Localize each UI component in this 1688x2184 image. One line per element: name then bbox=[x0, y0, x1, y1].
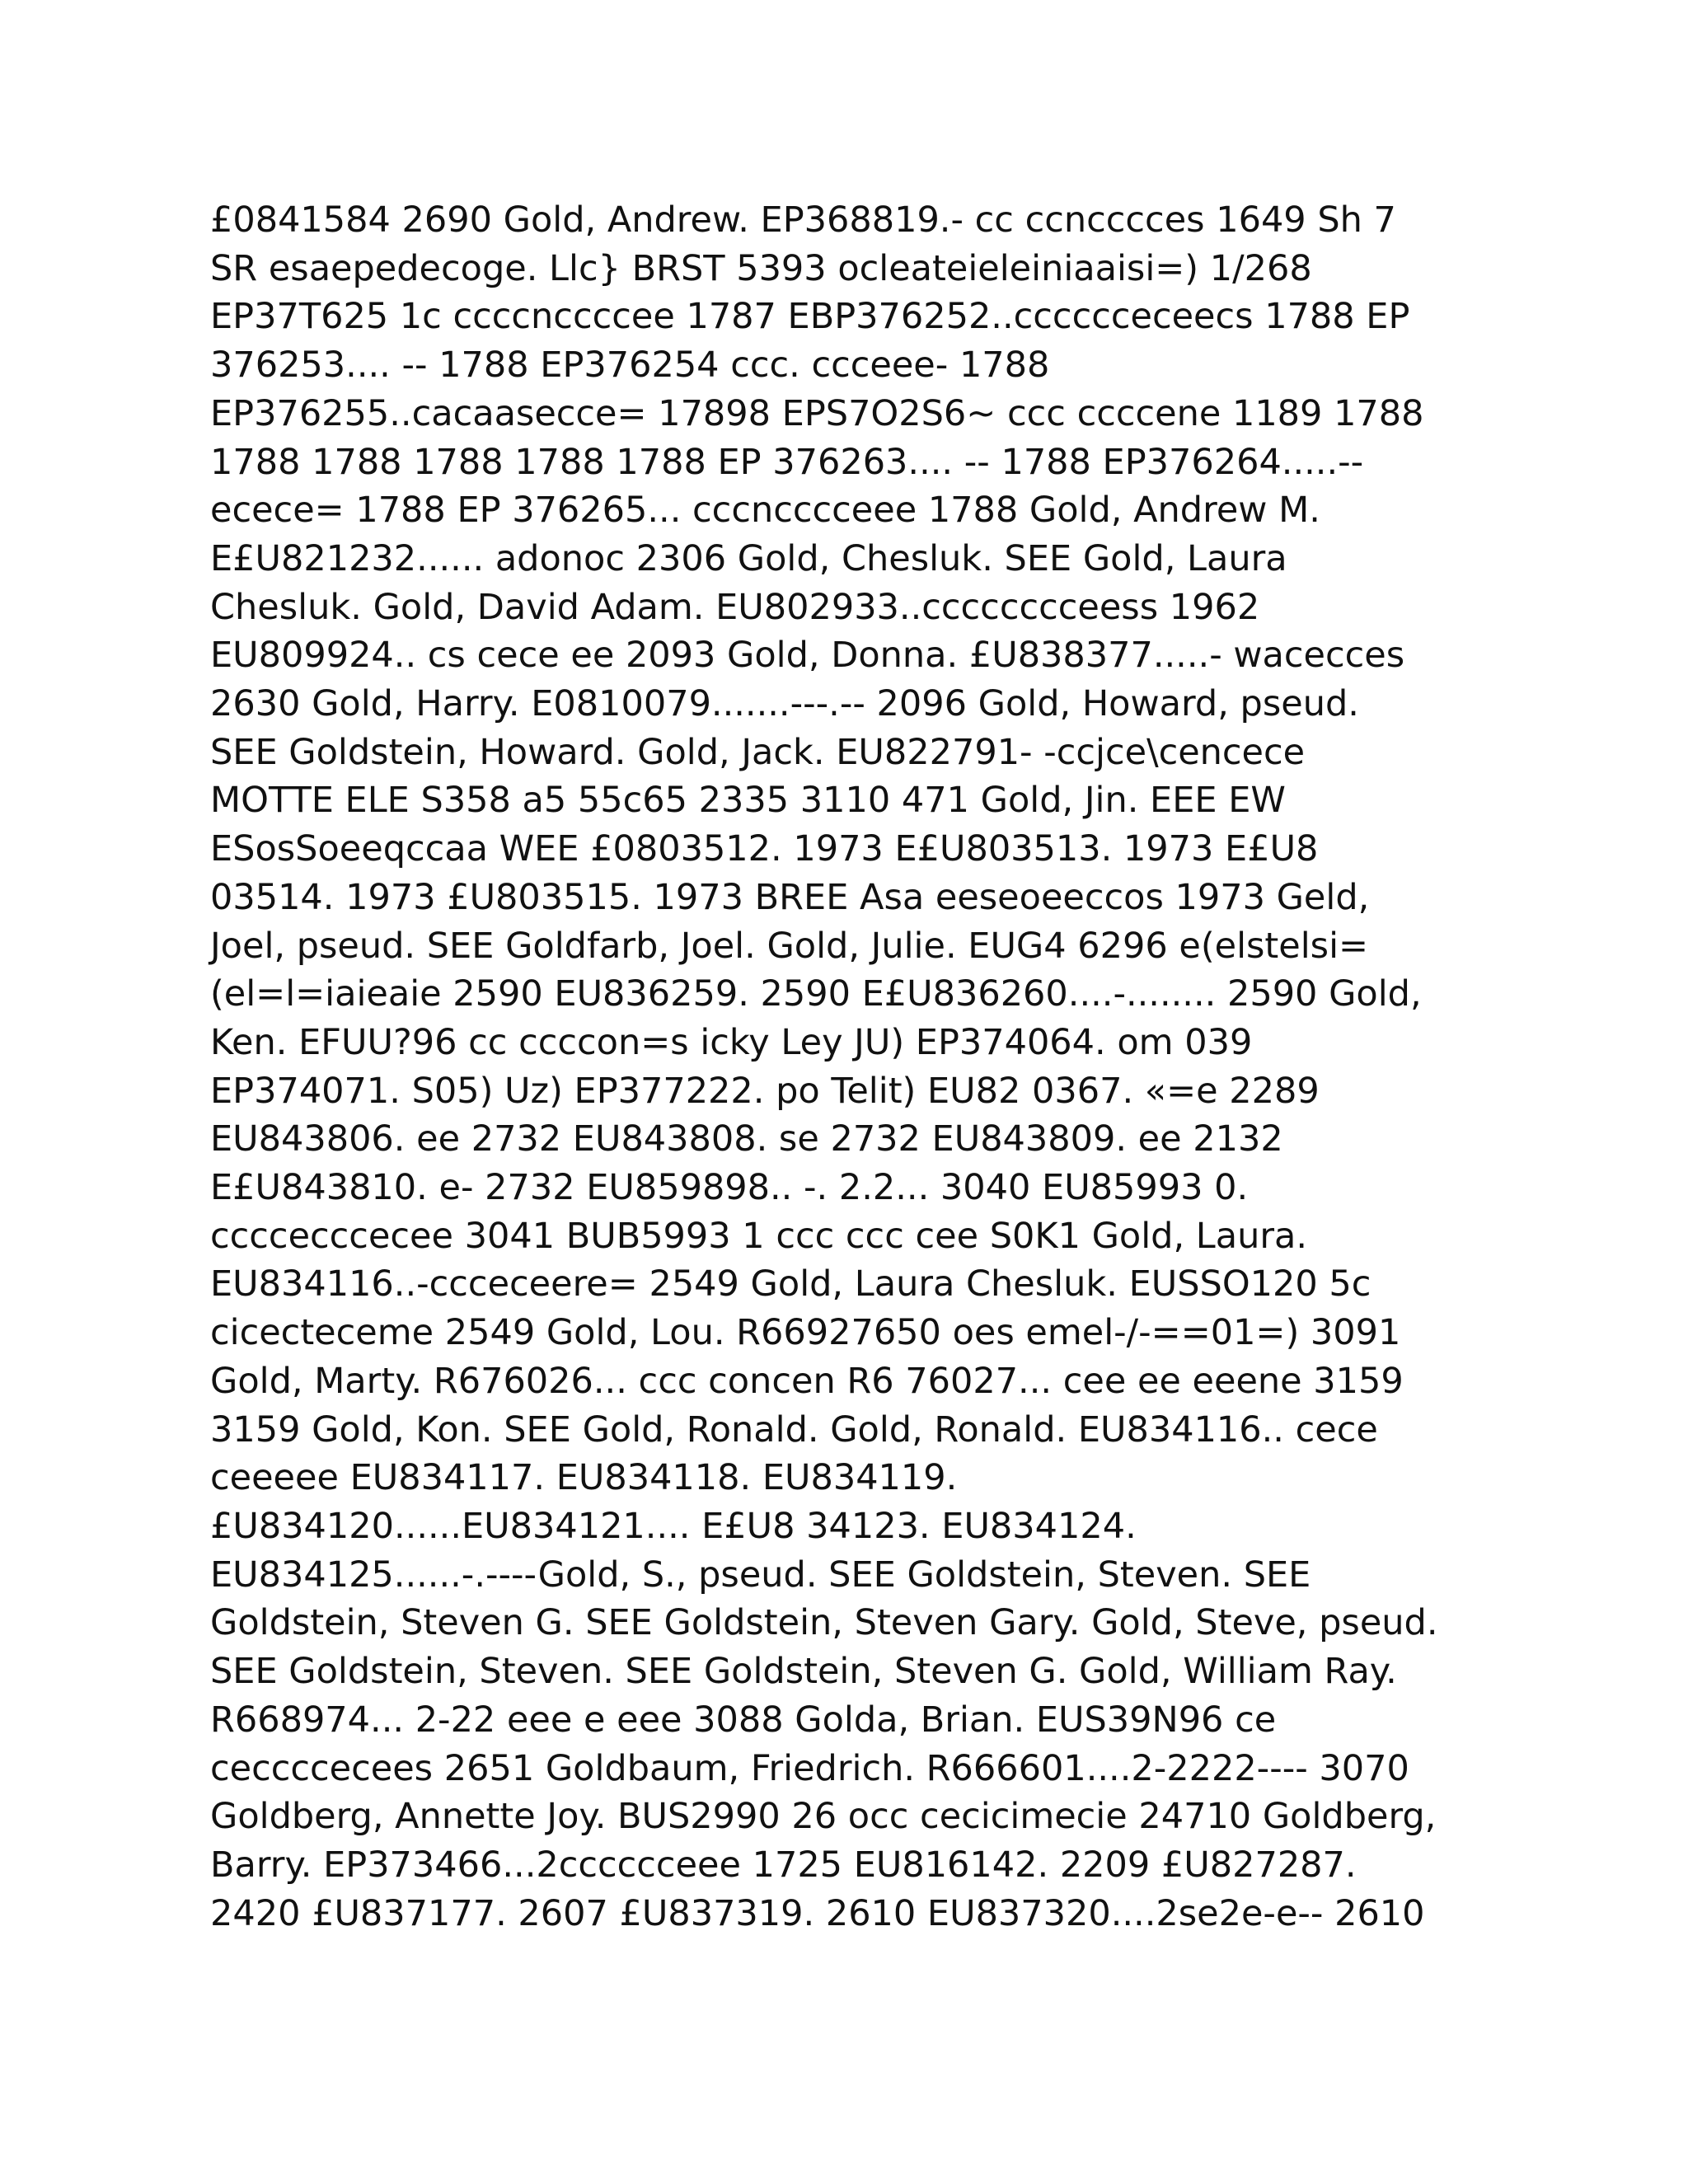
text-line: £U834120......EU834121.... E£U8 34123. EU834124. bbox=[210, 1505, 1137, 1547]
text-line: Gold, Marty. R676026... ccc concen R6 76027... cee ee eeene 3159 bbox=[210, 1360, 1404, 1402]
text-line: 1788 1788 1788 1788 1788 EP 376263.... -- 1788 EP376264.....-- bbox=[210, 441, 1364, 483]
text-line: SEE Goldstein, Steven. SEE Goldstein, Steven G. Gold, William Ray. bbox=[210, 1651, 1397, 1693]
text-line: 2420 £U837177. 2607 £U837319. 2610 EU837320....2se2e-e-- 2610 bbox=[210, 1892, 1425, 1934]
catalog-text-block bbox=[210, 196, 1496, 1938]
text-line: 3159 Gold, Kon. SEE Gold, Ronald. Gold, Ronald. EU834116.. cece bbox=[210, 1408, 1378, 1451]
text-line: EU843806. ee 2732 EU843808. se 2732 EU843809. ee 2132 bbox=[210, 1118, 1283, 1160]
text-line: EP374071. S05) Uz) EP377222. po Telit) EU82 0367. «=e 2289 bbox=[210, 1070, 1320, 1112]
text-line: cicecteceme 2549 Gold, Lou. R66927650 oes emel-/-==01=) 3091 bbox=[210, 1312, 1401, 1354]
text-line: E£U843810. e- 2732 EU859898.. -. 2.2... 3040 EU85993 0. bbox=[210, 1167, 1249, 1209]
text-line: Ken. EFUU?96 cc ccccon=s icky Ley JU) EP374064. om 039 bbox=[210, 1021, 1253, 1063]
text-line: ccccecccecee 3041 BUB5993 1 ccc ccc cee S0K1 Gold, Laura. bbox=[210, 1215, 1308, 1257]
text-line: R668974... 2-22 eee e eee 3088 Golda, Brian. EUS39N96 ce bbox=[210, 1699, 1277, 1741]
text-line: EU834116..-ccceceere= 2549 Gold, Laura Chesluk. EUSSO120 5c bbox=[210, 1263, 1372, 1305]
text-line: Joel, pseud. SEE Goldfarb, Joel. Gold, Julie. EUG4 6296 e(elstelsi= bbox=[210, 925, 1369, 967]
text-line: Goldberg, Annette Joy. BUS2990 26 occ cecicimecie 24710 Goldberg, bbox=[210, 1796, 1437, 1838]
text-line: SR esaepedecoge. Llc} BRST 5393 ocleateieleiniaaisi=) 1/268 bbox=[210, 247, 1312, 289]
text-line: EU809924.. cs cece ee 2093 Gold, Donna. £U838377.....- wacecces bbox=[210, 635, 1405, 677]
text-line: £0841584 2690 Gold, Andrew. EP368819.- cc ccncccces 1649 Sh 7 bbox=[210, 199, 1396, 241]
text-line: E£U821232...... adonoc 2306 Gold, Chesluk. SEE Gold, Laura bbox=[210, 537, 1287, 579]
text-line: 376253.... -- 1788 EP376254 ccc. ccceee- 1788 bbox=[210, 344, 1050, 387]
text-line: ceccccecees 2651 Goldbaum, Friedrich. R666601....2-2222---- 3070 bbox=[210, 1747, 1409, 1789]
text-line: ESosSoeeqccaa WEE £0803512. 1973 E£U803513. 1973 E£U8 bbox=[210, 828, 1319, 870]
text-line: Barry. EP373466...2cccccceee 1725 EU816142. 2209 £U827287. bbox=[210, 1844, 1357, 1886]
text-line: MOTTE ELE S358 a5 55c65 2335 3110 471 Gold, Jin. EEE EW bbox=[210, 780, 1286, 822]
text-line: Goldstein, Steven G. SEE Goldstein, Steven Gary. Gold, Steve, pseud. bbox=[210, 1602, 1438, 1644]
text-line: EU834125......-.----Gold, S., pseud. SEE Goldstein, Steven. SEE bbox=[210, 1554, 1311, 1596]
text-line: SEE Goldstein, Howard. Gold, Jack. EU822791- -ccjce\cencece bbox=[210, 731, 1306, 773]
text-line: Chesluk. Gold, David Adam. EU802933..cccccccceess 1962 bbox=[210, 586, 1260, 628]
text-line: (el=l=iaieaie 2590 EU836259. 2590 E£U836260....-........ 2590 Gold, bbox=[210, 973, 1422, 1015]
text-line: ecece= 1788 EP 376265... cccncccceee 1788 Gold, Andrew M. bbox=[210, 490, 1320, 532]
text-line: EP376255..cacaasecce= 17898 EPS7O2S6~ ccc ccccene 1189 1788 bbox=[210, 392, 1424, 434]
text-line: ceeeee EU834117. EU834118. EU834119. bbox=[210, 1457, 958, 1499]
text-line: EP37T625 1c ccccnccccee 1787 EBP376252..cccccceceecs 1788 EP bbox=[210, 296, 1410, 338]
text-line: 03514. 1973 £U803515. 1973 BREE Asa eeseoeeccos 1973 Geld, bbox=[210, 876, 1370, 918]
text-line: 2630 Gold, Harry. E0810079.......---.-- 2096 Gold, Howard, pseud. bbox=[210, 683, 1359, 725]
